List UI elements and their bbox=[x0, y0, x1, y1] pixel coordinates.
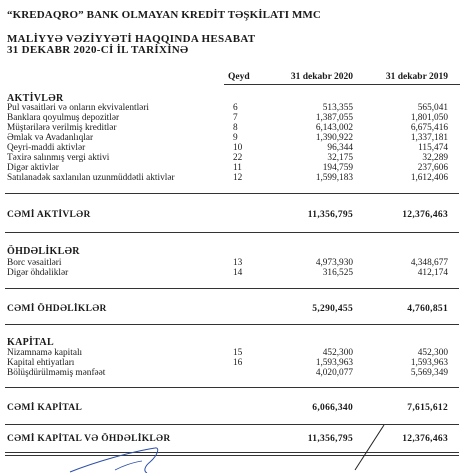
row-value-2019: 452,300 bbox=[417, 348, 448, 358]
row-note: 6 bbox=[233, 103, 238, 113]
row-label: Banklara qoyulmuş depozitlər bbox=[7, 113, 120, 123]
grand-total-value-2020: 11,356,795 bbox=[307, 434, 353, 444]
total-label: CƏMİ KAPİTAL bbox=[7, 403, 83, 413]
total-value-2019: 4,760,851 bbox=[407, 304, 448, 314]
row-value-2019: 1,612,406 bbox=[410, 173, 448, 183]
total-value-2020: 11,356,795 bbox=[307, 210, 353, 220]
grand-total-label: CƏMİ KAPİTAL VƏ ÖHDƏLİKLƏR bbox=[7, 434, 171, 444]
row-value-2019: 32,289 bbox=[422, 153, 448, 163]
report-title: MALİYYƏ VƏZİYYƏTİ HAQQINDA HESABAT bbox=[7, 33, 256, 45]
row-value-2019: 115,474 bbox=[418, 143, 448, 153]
total-label: CƏMİ ÖHDƏLİKLƏR bbox=[7, 304, 107, 314]
row-value-2020: 4,973,930 bbox=[315, 258, 353, 268]
section-heading-liabilities: ÖHDƏLİKLƏR bbox=[7, 246, 80, 257]
row-value-2019: 6,675,416 bbox=[410, 123, 448, 133]
column-header-2020: 31 dekabr 2020 bbox=[290, 72, 353, 82]
row-value-2019: 1,801,050 bbox=[410, 113, 448, 123]
row-value-2019: 565,041 bbox=[417, 103, 448, 113]
row-value-2020: 1,390,922 bbox=[315, 133, 353, 143]
row-note: 12 bbox=[233, 173, 243, 183]
row-value-2019: 4,348,677 bbox=[410, 258, 448, 268]
row-value-2019: 412,174 bbox=[417, 268, 448, 278]
row-value-2020: 513,355 bbox=[322, 103, 353, 113]
total-value-2020: 5,290,455 bbox=[312, 304, 353, 314]
row-value-2020: 96,344 bbox=[327, 143, 353, 153]
row-value-2019: 5,569,349 bbox=[410, 368, 448, 378]
row-note: 14 bbox=[233, 268, 243, 278]
row-note: 16 bbox=[233, 358, 243, 368]
row-label: Nizamnamə kapitalı bbox=[7, 348, 83, 358]
row-label: Digər öhdəliklər bbox=[7, 268, 69, 278]
row-note: 8 bbox=[233, 123, 238, 133]
row-value-2019: 1,593,963 bbox=[410, 358, 448, 368]
row-label: Borc vəsaitləri bbox=[7, 258, 62, 268]
row-value-2020: 6,143,002 bbox=[315, 123, 353, 133]
total-label: CƏMİ AKTİVLƏR bbox=[7, 210, 91, 220]
row-note: 15 bbox=[233, 348, 243, 358]
total-value-2019: 12,376,463 bbox=[402, 210, 448, 220]
row-label: Satılanadək saxlanılan uzunmüddətli aktivlər bbox=[7, 173, 175, 183]
row-label: Pul vəsaitləri və onların ekvivalentləri bbox=[7, 103, 149, 113]
column-header-2019: 31 dekabr 2019 bbox=[385, 72, 448, 82]
row-value-2020: 1,599,183 bbox=[315, 173, 353, 183]
total-value-2020: 6,066,340 bbox=[312, 403, 353, 413]
row-value-2020: 316,525 bbox=[322, 268, 353, 278]
row-label: Müştərilərə verilmiş kreditlər bbox=[7, 123, 117, 133]
row-note: 11 bbox=[233, 163, 242, 173]
row-value-2020: 452,300 bbox=[322, 348, 353, 358]
row-value-2020: 4,020,077 bbox=[315, 368, 353, 378]
section-heading-equity: KAPİTAL bbox=[7, 337, 54, 348]
row-label: Bölüşdürülməmiş mənfəət bbox=[7, 368, 106, 378]
row-note: 9 bbox=[233, 133, 238, 143]
row-value-2020: 194,759 bbox=[322, 163, 353, 173]
row-note: 7 bbox=[233, 113, 238, 123]
report-date: 31 DEKABR 2020-Cİ İL TARİXİNƏ bbox=[7, 44, 189, 56]
section-heading-assets: AKTİVLƏR bbox=[7, 93, 64, 104]
total-value-2019: 7,615,612 bbox=[407, 403, 448, 413]
row-note: 22 bbox=[233, 153, 243, 163]
row-value-2020: 1,387,055 bbox=[315, 113, 353, 123]
row-label: Kapital ehtiyatları bbox=[7, 358, 75, 368]
grand-total-value-2019: 12,376,463 bbox=[402, 434, 448, 444]
column-header-note: Qeyd bbox=[228, 72, 250, 82]
row-value-2019: 237,606 bbox=[417, 163, 448, 173]
organization-name: “KREDAQRO” BANK OLMAYAN KREDİT TƏŞKİLATI MMC bbox=[7, 9, 321, 21]
row-label: Digər aktivlər bbox=[7, 163, 59, 173]
row-label: Qeyri-maddi aktivlər bbox=[7, 143, 86, 153]
row-value-2020: 1,593,963 bbox=[315, 358, 353, 368]
row-label: Təxirə salınmış vergi aktivi bbox=[7, 153, 110, 163]
row-note: 13 bbox=[233, 258, 243, 268]
row-value-2020: 32,175 bbox=[327, 153, 353, 163]
row-label: Əmlak və Avadanlıqlar bbox=[7, 133, 94, 143]
row-value-2019: 1,337,181 bbox=[410, 133, 448, 143]
row-note: 10 bbox=[233, 143, 243, 153]
